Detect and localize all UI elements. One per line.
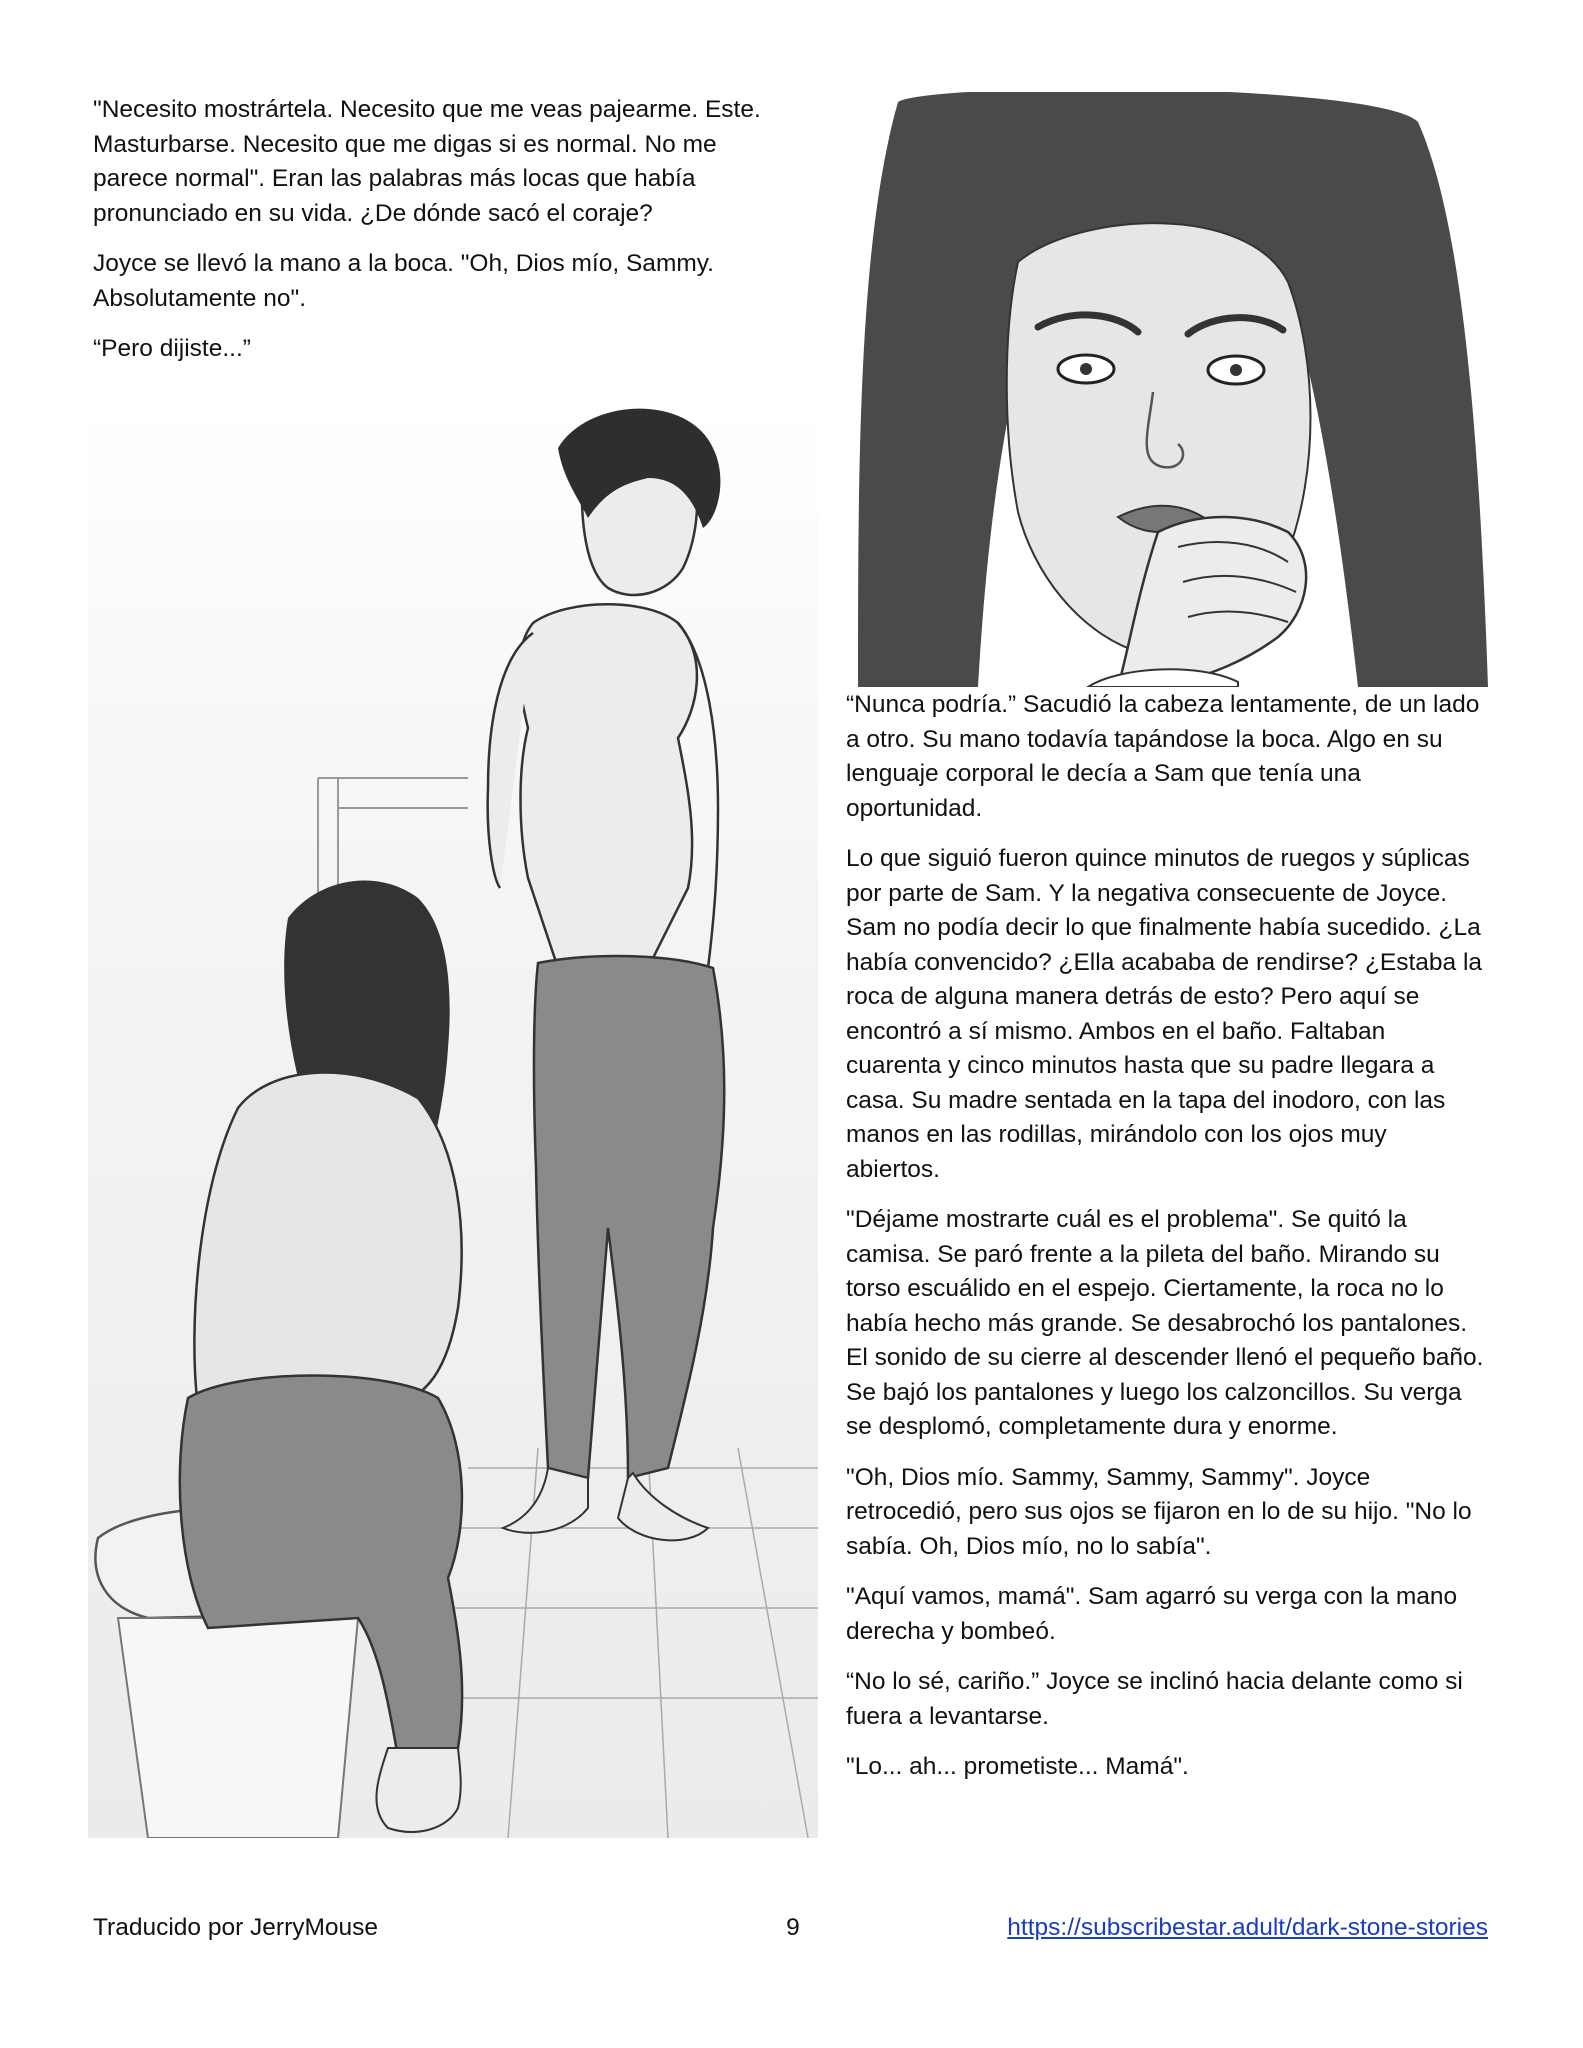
paragraph: “Nunca podría.” Sacudió la cabeza lentamente, de un lado a otro. Su mano todavía tapándose la boca. Algo en su lenguaje corporal le decía a Sam que tenía una oportunidad. [846,691,1480,822]
page-number: 9 [786,1914,800,1941]
right-text-column [846,688,1486,1801]
subscribestar-link[interactable]: https://subscribestar.adult/dark-stone-stories [1007,1914,1488,1941]
translator-credit: Traducido por JerryMouse [93,1914,379,1941]
paragraph: Joyce se llevó la mano a la boca. "Oh, Dios mío, Sammy. Absolutamente no". [93,250,714,312]
paragraph: “No lo sé, cariño.” Joyce se inclinó hacia delante como si fuera a levantarse. [846,1668,1463,1730]
paragraph: "Lo... ah... prometiste... Mamá". [846,1753,1189,1780]
page-footer [0,1914,1583,1954]
illustration-bathroom-scene [88,408,818,1838]
paragraph: "Necesito mostrártela. Necesito que me veas pajearme. Este. Masturbarse. Necesito que me digas si es normal. No me parece normal". Eran las palabras más locas que había pronunciado en su vida. ¿De dónde sacó el coraje? [93,96,761,227]
left-text-column [93,93,773,383]
paragraph: “Pero dijiste...” [93,335,251,362]
illustration-woman-closeup [818,92,1496,687]
paragraph: Lo que siguió fueron quince minutos de ruegos y súplicas por parte de Sam. Y la negativa consecuente de Joyce. Sam no podía decir lo que finalmente había sucedido. ¿La había convencido? ¿Ella acababa de rendirse? ¿Estaba la roca de alguna manera detrás de esto? Pero aquí se encontró a sí mismo. Ambos en el baño. Faltaban cuarenta y cinco minutos hasta que su padre llegara a casa. Su madre sentada en la tapa del inodoro, con las manos en las rodillas, mirándolo con los ojos muy abiertos. [846,845,1483,1183]
paragraph: "Déjame mostrarte cuál es el problema". Se quitó la camisa. Se paró frente a la pileta del baño. Mirando su torso escuálido en el espejo. Ciertamente, la roca no lo había hecho más grande. Se desabrochó los pantalones. El sonido de su cierre al descender llenó el pequeño baño. Se bajó los pantalones y luego los calzoncillos. Su verga se desplomó, completamente dura y enorme. [846,1206,1484,1440]
paragraph: "Oh, Dios mío. Sammy, Sammy, Sammy". Joyce retrocedió, pero sus ojos se fijaron en lo de su hijo. "No lo sabía. Oh, Dios mío, no lo sabía". [846,1463,1472,1560]
paragraph: "Aquí vamos, mamá". Sam agarró su verga con la mano derecha y bombeó. [846,1583,1458,1645]
